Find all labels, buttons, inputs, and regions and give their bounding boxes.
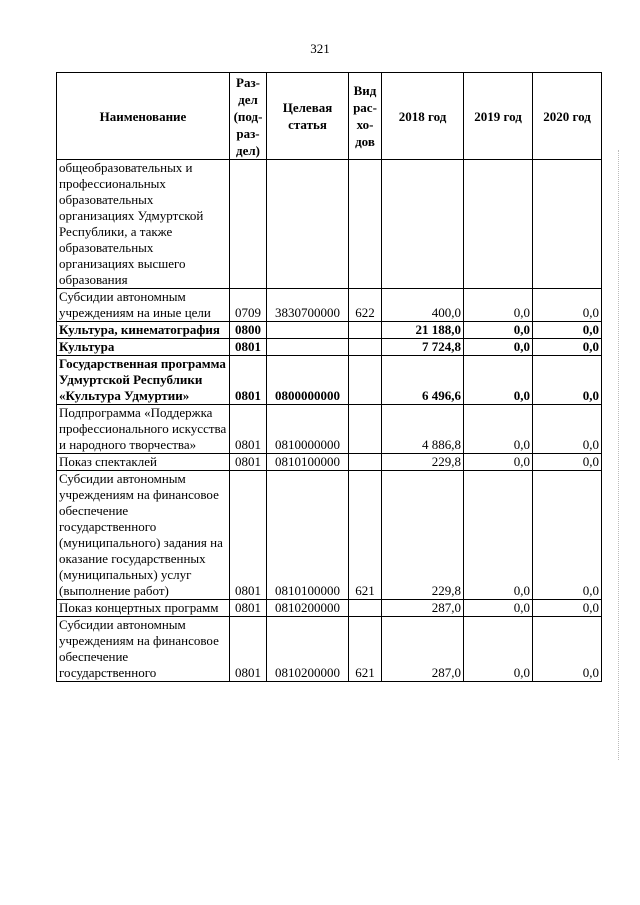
table-row [57,289,602,322]
table-header-row [57,73,602,160]
cell-vid [349,160,382,289]
cell-target: 0810100000 [267,454,349,471]
cell-y2018: 287,0 [382,600,464,617]
header-razdel [230,73,267,160]
cell-name: Культура [57,339,230,356]
cell-name: общеобразовательных и профессиональных образовательных организациях Удмуртской Республики, а также образовательных организациях высшего образования [57,160,230,289]
cell-target [267,160,349,289]
cell-razdel: 0801 [230,454,267,471]
cell-target: 0810000000 [267,405,349,454]
cell-razdel: 0801 [230,471,267,600]
cell-razdel: 0801 [230,617,267,682]
cell-razdel: 0800 [230,322,267,339]
table-row [57,405,602,454]
cell-razdel: 0801 [230,405,267,454]
header-2018: 2018 год [382,73,464,160]
cell-vid [349,405,382,454]
cell-y2018 [382,160,464,289]
scan-edge-mark [618,150,620,760]
cell-name: Культура, кинематография [57,322,230,339]
cell-name: Субсидии автономным учреждениям на иные цели [57,289,230,322]
cell-name: Государственная программа Удмуртской Республики «Культура Удмуртии» [57,356,230,405]
cell-y2018: 6 496,6 [382,356,464,405]
cell-y2019: 0,0 [464,356,533,405]
cell-y2019: 0,0 [464,322,533,339]
cell-vid [349,600,382,617]
cell-y2020: 0,0 [533,339,602,356]
budget-table [56,72,602,682]
cell-y2018: 4 886,8 [382,405,464,454]
cell-target: 0800000000 [267,356,349,405]
cell-vid [349,454,382,471]
cell-y2019 [464,160,533,289]
table-row [57,617,602,682]
cell-target [267,339,349,356]
cell-y2020 [533,160,602,289]
table-row [57,471,602,600]
cell-name: Показ концертных программ [57,600,230,617]
cell-y2019: 0,0 [464,405,533,454]
cell-y2020: 0,0 [533,454,602,471]
cell-y2018: 229,8 [382,454,464,471]
table-row [57,454,602,471]
cell-razdel: 0801 [230,356,267,405]
cell-y2018: 21 188,0 [382,322,464,339]
cell-target: 0810100000 [267,471,349,600]
cell-name: Субсидии автономным учреждениям на финансовое обеспечение государственного [57,617,230,682]
table-row [57,322,602,339]
cell-y2019: 0,0 [464,471,533,600]
cell-razdel: 0801 [230,339,267,356]
header-razdel-text: Раз- дел (под- раз- дел) [233,74,263,158]
cell-vid [349,356,382,405]
cell-y2018: 229,8 [382,471,464,600]
page-number: 321 [310,41,330,56]
header-2019: 2019 год [464,73,533,160]
cell-y2020: 0,0 [533,405,602,454]
cell-vid: 622 [349,289,382,322]
cell-y2019: 0,0 [464,339,533,356]
cell-y2020: 0,0 [533,289,602,322]
header-2020: 2020 год [533,73,602,160]
cell-vid: 621 [349,471,382,600]
cell-y2019: 0,0 [464,289,533,322]
table-row [57,160,602,289]
cell-y2018: 400,0 [382,289,464,322]
cell-target: 0810200000 [267,617,349,682]
cell-vid: 621 [349,617,382,682]
cell-y2020: 0,0 [533,322,602,339]
cell-name: Субсидии автономным учреждениям на финансовое обеспечение государственного (муниципального) задания на оказание государственных (муниципальных) услуг (выполнение работ) [57,471,230,600]
table-body [57,160,602,682]
cell-y2020: 0,0 [533,600,602,617]
cell-razdel [230,160,267,289]
table-row [57,600,602,617]
cell-y2020: 0,0 [533,356,602,405]
table-row [57,356,602,405]
cell-target: 0810200000 [267,600,349,617]
cell-target: 3830700000 [267,289,349,322]
cell-vid [349,322,382,339]
header-vid [349,73,382,160]
cell-razdel: 0801 [230,600,267,617]
cell-y2018: 287,0 [382,617,464,682]
header-target [267,73,349,160]
table-row [57,339,602,356]
cell-name: Показ спектаклей [57,454,230,471]
header-name: Наименование [57,73,230,160]
cell-target [267,322,349,339]
header-target-text: Целевая статья [282,100,333,132]
cell-vid [349,339,382,356]
cell-razdel: 0709 [230,289,267,322]
cell-y2018: 7 724,8 [382,339,464,356]
cell-y2020: 0,0 [533,617,602,682]
cell-y2019: 0,0 [464,617,533,682]
cell-name: Подпрограмма «Поддержка профессионального искусства и народного творчества» [57,405,230,454]
cell-y2020: 0,0 [533,471,602,600]
cell-y2019: 0,0 [464,600,533,617]
header-vid-text: Вид рас- хо- дов [353,83,377,149]
cell-y2019: 0,0 [464,454,533,471]
